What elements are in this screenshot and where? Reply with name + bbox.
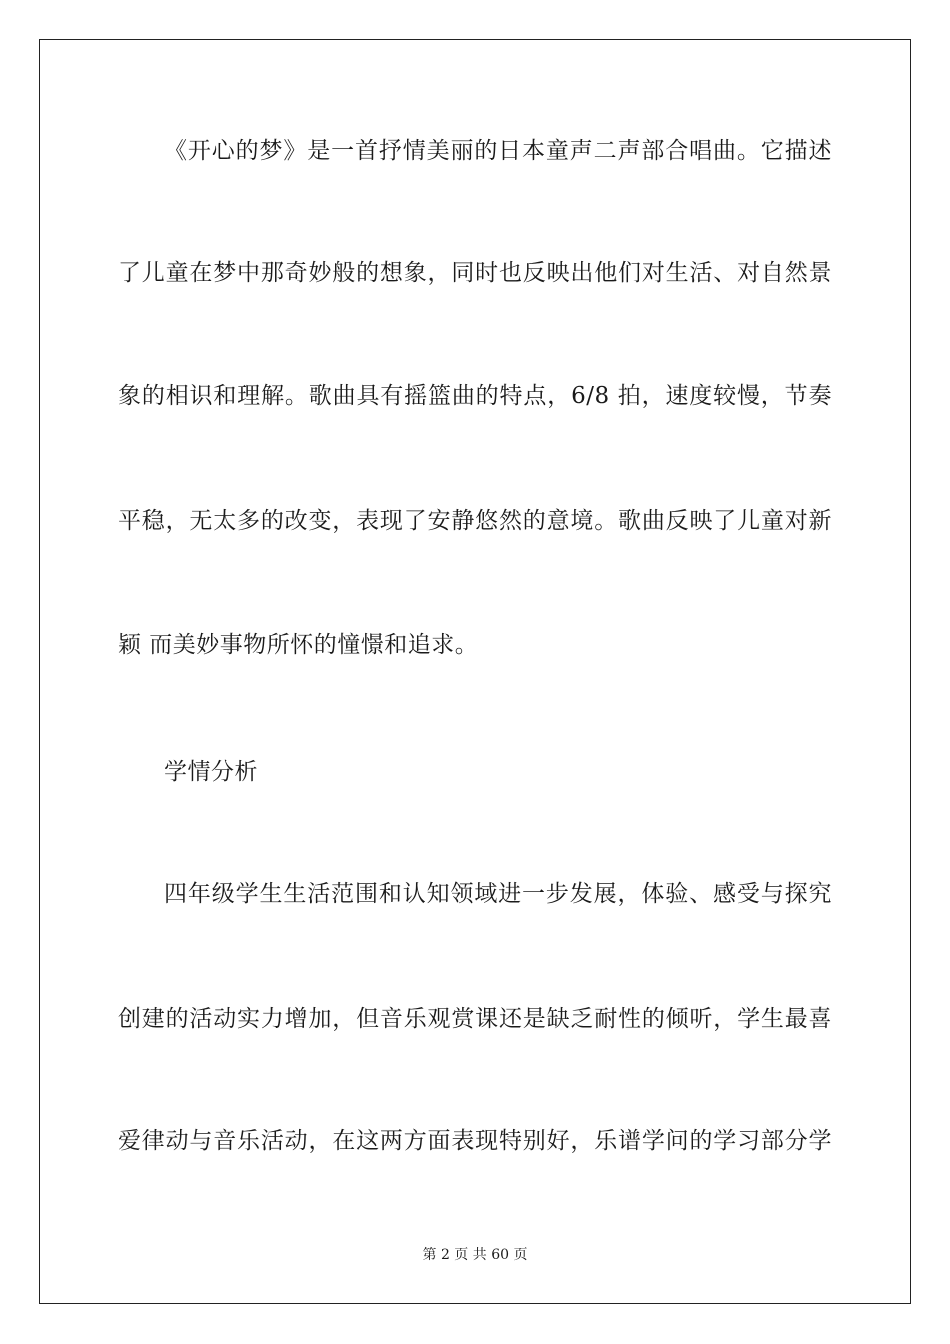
paragraph-line: 爱律动与音乐活动，在这两方面表现特别好，乐谱学问的学习部分学	[118, 1128, 832, 1154]
page-number: 第 2 页 共 60 页	[422, 1247, 528, 1263]
page-frame	[39, 39, 911, 1304]
paragraph-line: 象的相识和理解。歌曲具有摇篮曲的特点，6/8 拍，速度较慢，节奏	[118, 383, 832, 409]
section-heading: 学情分析	[164, 759, 258, 785]
paragraph-line: 颖 而美妙事物所怀的憧憬和追求。	[118, 632, 479, 658]
paragraph-line: 了儿童在梦中那奇妙般的想象，同时也反映出他们对生活、对自然景	[118, 260, 832, 286]
paragraph-line: 《开心的梦》是一首抒情美丽的日本童声二声部合唱曲。它描述	[164, 138, 832, 164]
paragraph-line: 平稳，无太多的改变，表现了安静悠然的意境。歌曲反映了儿童对新	[118, 508, 832, 534]
paragraph-line: 四年级学生生活范围和认知领域进一步发展，体验、感受与探究	[164, 881, 832, 907]
paragraph-line: 创建的活动实力增加，但音乐观赏课还是缺乏耐性的倾听，学生最喜	[118, 1006, 832, 1032]
